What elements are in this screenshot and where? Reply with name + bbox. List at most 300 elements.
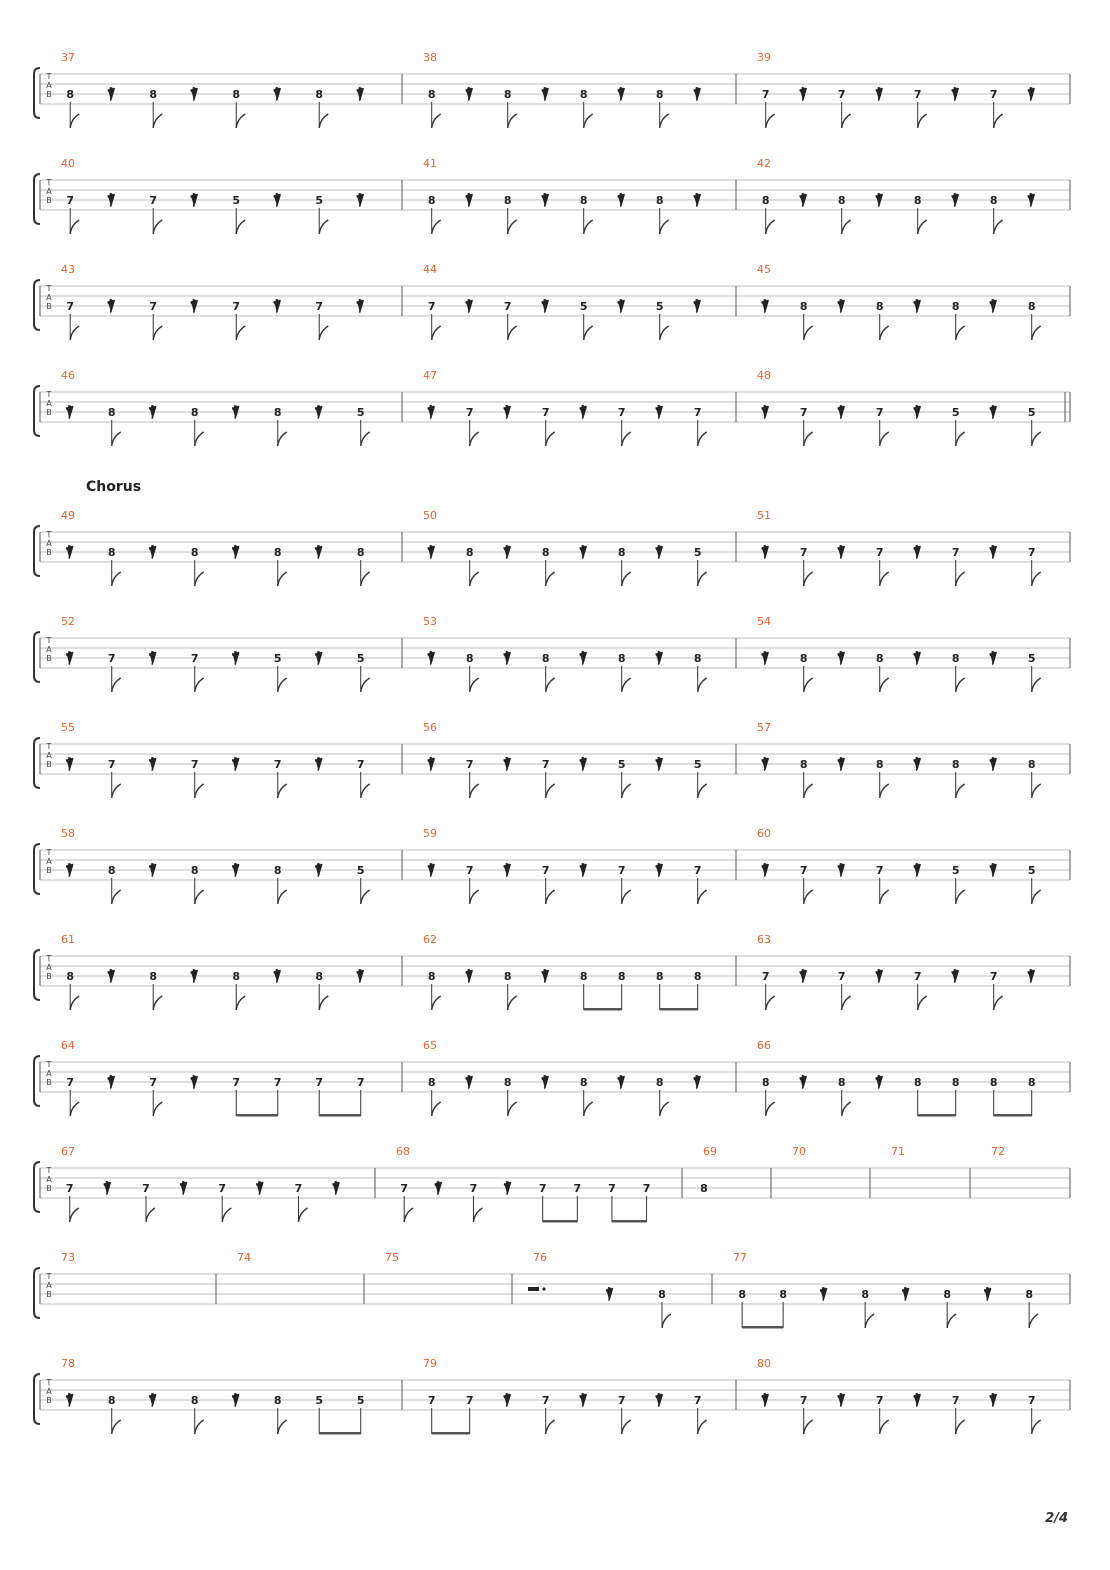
fret-number: 8 [107,406,116,419]
note-flag [880,1420,889,1434]
fret-number: 7 [951,546,960,559]
note-flag [994,114,1003,128]
fret-number: 7 [315,300,324,313]
measure-number: 80 [757,1357,771,1370]
measure [423,615,707,692]
fret-number: 7 [541,1394,550,1407]
measure [237,1251,251,1264]
note-flag [470,432,479,446]
fret-number: 8 [655,88,664,101]
note-flag [766,220,775,234]
tab-clef-letter: A [46,1281,52,1290]
fret-number: 7 [400,1182,409,1195]
tab-clef-letter: B [46,408,52,417]
fret-number: 5 [273,652,282,665]
fret-number: 7 [315,1076,324,1089]
note-flag [112,432,121,446]
note-beam [742,1326,783,1329]
fret-number: 7 [951,1394,960,1407]
measure-number: 78 [61,1357,75,1370]
measure-number: 44 [423,263,437,276]
tab-clef-letter: A [46,857,52,866]
note-flag [153,220,162,234]
system-bracket [34,632,40,682]
fret-number: 5 [356,1394,365,1407]
fret-number: 8 [107,1394,116,1407]
note-flag [1032,572,1041,586]
fret-number: 8 [541,546,550,559]
note-flag [546,890,555,904]
note-flag [660,114,669,128]
measure-number: 43 [61,263,75,276]
note-flag [319,326,328,340]
fret-number: 7 [617,1394,626,1407]
fret-number: 8 [190,1394,199,1407]
note-flag [470,678,479,692]
measure [423,933,702,1011]
note-flag [660,326,669,340]
note-flag [319,114,328,128]
fret-number: 7 [875,864,884,877]
fret-number: 5 [1027,652,1036,665]
measure-number: 72 [991,1145,1005,1158]
measure [991,1145,1005,1158]
fret-number: 7 [693,406,702,419]
fret-number: 8 [655,194,664,207]
note-flag [918,114,927,128]
fret-number: 5 [617,758,626,771]
fret-number: 8 [427,1076,436,1089]
measure [396,1145,650,1223]
fret-number: 8 [655,970,664,983]
fret-number: 7 [761,88,770,101]
note-flag [508,326,517,340]
tab-system [34,1145,1070,1223]
measure-number: 75 [385,1251,399,1264]
fret-number: 8 [861,1288,869,1301]
fret-number: 7 [465,864,474,877]
measure-number: 66 [757,1039,771,1052]
note-flag [956,678,965,692]
note-flag [804,1420,813,1434]
note-flag [195,784,204,798]
tab-clef-letter: T [46,178,52,187]
fret-number: 7 [190,758,199,771]
fret-number: 8 [1027,758,1036,771]
note-flag [470,784,479,798]
tab-clef-letter: A [46,81,52,90]
note-flag [112,890,121,904]
fret-number: 8 [1027,1076,1036,1089]
note-flag [956,784,965,798]
note-flag [880,326,889,340]
fret-number: 7 [190,652,199,665]
fret-number: 8 [273,406,282,419]
tab-clef-letter: A [46,187,52,196]
note-flag [432,326,441,340]
measure [61,157,363,234]
tab-clef-letter: A [46,963,52,972]
fret-number: 7 [427,300,436,313]
note-flag [508,996,517,1010]
note-flag [470,890,479,904]
note-flag [865,1314,874,1328]
note-flag [195,1420,204,1434]
note-flag [70,1102,79,1116]
fret-number: 7 [799,1394,808,1407]
tab-clef-letter: A [46,1387,52,1396]
measure-number: 55 [61,721,75,734]
note-flag [880,572,889,586]
tab-clef-letter: T [46,1166,52,1175]
tab-clef-letter: B [46,1078,52,1087]
fret-number: 7 [149,194,158,207]
tab-clef-letter: A [46,1175,52,1184]
tab-clef-letter: B [46,866,52,875]
fret-number: 8 [700,1182,708,1195]
fret-number: 5 [951,864,960,877]
note-flag [956,890,965,904]
note-flag [880,432,889,446]
note-flag [112,572,121,586]
note-beam [660,1008,698,1011]
measure [61,263,363,340]
section-label: Chorus [86,479,142,495]
measure [757,369,1041,446]
note-flag [470,572,479,586]
tab-clef-letter: B [46,196,52,205]
tab-clef-letter: B [46,1396,52,1405]
fret-number: 8 [579,88,588,101]
fret-number: 8 [107,864,116,877]
note-flag [698,432,707,446]
fret-number: 7 [538,1182,547,1195]
fret-number: 7 [642,1182,651,1195]
page-number: 2/4 [1045,1511,1068,1526]
tab-clef-letter: T [46,1060,52,1069]
note-flag [947,1314,956,1328]
fret-number: 8 [837,1076,846,1089]
measure-number: 52 [61,615,75,628]
fret-number: 7 [65,1182,74,1195]
measure-number: 64 [61,1039,75,1052]
note-flag [842,996,851,1010]
fret-number: 8 [799,652,808,665]
note-flag [804,784,813,798]
fret-number: 7 [693,1394,702,1407]
note-flag [622,572,631,586]
note-flag [804,572,813,586]
note-flag [622,784,631,798]
tab-clef-letter: B [46,90,52,99]
fret-number: 7 [989,970,998,983]
note-flag [70,220,79,234]
note-flag [622,890,631,904]
tab-system [34,157,1070,234]
tab-clef-letter: T [46,284,52,293]
note-flag [361,890,370,904]
note-flag [153,114,162,128]
note-flag [698,572,707,586]
fret-number: 8 [465,652,474,665]
measure-number: 63 [757,933,771,946]
measure [757,51,1034,128]
note-flag [278,432,287,446]
note-flag [622,678,631,692]
note-flag [319,996,328,1010]
fret-number: 7 [617,864,626,877]
note-flag [660,220,669,234]
note-flag [880,890,889,904]
fret-number: 7 [875,546,884,559]
fret-number: 8 [779,1288,787,1301]
note-flag [956,572,965,586]
fret-number: 7 [837,88,846,101]
rest-dot [542,1287,545,1290]
note-flag [804,326,813,340]
fret-number: 8 [190,864,199,877]
fret-number: 8 [107,546,116,559]
fret-number: 7 [465,1394,474,1407]
fret-number: 8 [799,300,808,313]
note-flag [278,784,287,798]
note-flag [195,890,204,904]
system-bracket [34,1374,40,1424]
note-flag [842,220,851,234]
note-flag [432,220,441,234]
tab-system [34,509,1070,586]
fret-number: 5 [232,194,241,207]
fret-number: 8 [1027,300,1036,313]
measure-number: 46 [61,369,75,382]
tab-clef-letter: B [46,1184,52,1193]
note-flag [546,678,555,692]
note-flag [804,432,813,446]
note-flag [622,1420,631,1434]
measure [891,1145,905,1158]
note-beam [918,1114,956,1117]
system-bracket [34,1162,40,1212]
fret-number: 8 [738,1288,746,1301]
note-flag [146,1208,155,1222]
measure-number: 69 [703,1145,717,1158]
note-flag [112,678,121,692]
fret-number: 7 [799,864,808,877]
fret-number: 7 [107,652,116,665]
fret-number: 8 [273,546,282,559]
measure [757,615,1041,692]
measure-number: 54 [757,615,771,628]
measure-number: 41 [423,157,437,170]
note-flag [236,996,245,1010]
note-flag [880,784,889,798]
note-flag [319,220,328,234]
measure-number: 76 [533,1251,547,1264]
measure [757,721,1041,798]
measure [757,263,1041,340]
note-flag [660,1102,669,1116]
fret-number: 8 [875,758,884,771]
measure-number: 42 [757,157,771,170]
fret-number: 7 [232,1076,241,1089]
fret-number: 8 [315,970,324,983]
fret-number: 7 [273,758,282,771]
fret-number: 7 [541,864,550,877]
system-bracket [34,68,40,118]
tab-system [34,1357,1070,1435]
fret-number: 5 [356,652,365,665]
fret-number: 7 [107,758,116,771]
fret-number: 8 [503,88,512,101]
note-flag [698,678,707,692]
fret-number: 8 [579,1076,588,1089]
note-flag [584,220,593,234]
tab-clef-letter: A [46,645,52,654]
fret-number: 8 [273,864,282,877]
note-flag [622,432,631,446]
measure [61,1357,365,1435]
note-flag [153,996,162,1010]
note-beam [319,1114,361,1117]
measure-number: 62 [423,933,437,946]
measure-number: 79 [423,1357,437,1370]
note-flag [112,784,121,798]
note-flag [432,114,441,128]
fret-number: 8 [617,546,626,559]
measure [61,1145,339,1222]
fret-number: 7 [503,300,512,313]
fret-number: 5 [693,758,702,771]
tab-clef-letter: T [46,390,52,399]
dotted-half-rest [528,1287,539,1291]
note-flag [70,326,79,340]
note-flag [70,1208,79,1222]
fret-number: 8 [427,970,436,983]
fret-number: 7 [218,1182,227,1195]
tab-clef-letter: A [46,1069,52,1078]
fret-number: 7 [799,546,808,559]
note-flag [236,326,245,340]
note-flag [432,996,441,1010]
note-flag [404,1208,413,1222]
note-flag [584,114,593,128]
note-flag [1032,678,1041,692]
note-flag [698,890,707,904]
tab-clef-letter: T [46,72,52,81]
measure-number: 60 [757,827,771,840]
measure [757,157,1034,234]
note-beam [612,1220,647,1223]
fret-number: 7 [1027,546,1036,559]
tab-system [34,933,1070,1011]
note-flag [236,114,245,128]
fret-number: 7 [66,194,75,207]
note-beam [584,1008,622,1011]
fret-number: 8 [232,88,241,101]
fret-number: 5 [579,300,588,313]
fret-number: 8 [149,970,158,983]
fret-number: 7 [693,864,702,877]
note-flag [546,784,555,798]
fret-number: 8 [541,652,550,665]
fret-number: 7 [608,1182,616,1195]
measure-number: 37 [61,51,75,64]
fret-number: 8 [579,194,588,207]
note-flag [546,572,555,586]
measure [61,933,363,1010]
tab-clef-letter: A [46,399,52,408]
fret-number: 5 [315,1394,324,1407]
tab-system [34,1039,1070,1117]
note-flag [195,432,204,446]
measure [61,827,370,904]
tab-system [34,263,1070,340]
system-bracket [34,1056,40,1106]
measure-number: 40 [61,157,75,170]
measure [61,51,363,128]
fret-number: 7 [273,1076,282,1089]
fret-number: 8 [503,1076,512,1089]
tab-system [34,369,1070,446]
fret-number: 8 [232,970,241,983]
note-flag [361,678,370,692]
fret-number: 5 [356,406,365,419]
fret-number: 7 [465,406,474,419]
fret-number: 8 [149,88,158,101]
note-flag [222,1208,231,1222]
note-flag [432,1102,441,1116]
system-bracket [34,174,40,224]
note-flag [956,326,965,340]
note-beam [319,1432,361,1435]
tab-system [34,615,1070,692]
fret-number: 8 [655,1076,664,1089]
measure-number: 70 [792,1145,806,1158]
measure [757,827,1041,904]
fret-number: 7 [427,1394,436,1407]
note-flag [70,996,79,1010]
fret-number: 7 [913,88,922,101]
fret-number: 7 [573,1182,582,1195]
note-flag [508,114,517,128]
fret-number: 8 [693,970,702,983]
note-flag [508,220,517,234]
note-flag [584,1102,593,1116]
fret-number: 8 [66,970,75,983]
measure [61,615,370,692]
measure [61,509,370,586]
measure-number: 45 [757,263,771,276]
measure [423,263,700,340]
measure-number: 51 [757,509,771,522]
fret-number: 7 [913,970,922,983]
tab-clef-letter: T [46,742,52,751]
system-bracket [34,526,40,576]
note-flag [361,432,370,446]
measure [757,509,1041,586]
fret-number: 8 [1025,1288,1033,1301]
fret-number: 8 [951,652,960,665]
note-flag [195,678,204,692]
note-beam [432,1432,470,1435]
fret-number: 8 [427,88,436,101]
fret-number: 7 [66,1076,75,1089]
fret-number: 8 [190,406,199,419]
measure [757,933,1034,1010]
fret-number: 5 [1027,406,1036,419]
note-flag [918,996,927,1010]
fret-number: 7 [356,1076,365,1089]
